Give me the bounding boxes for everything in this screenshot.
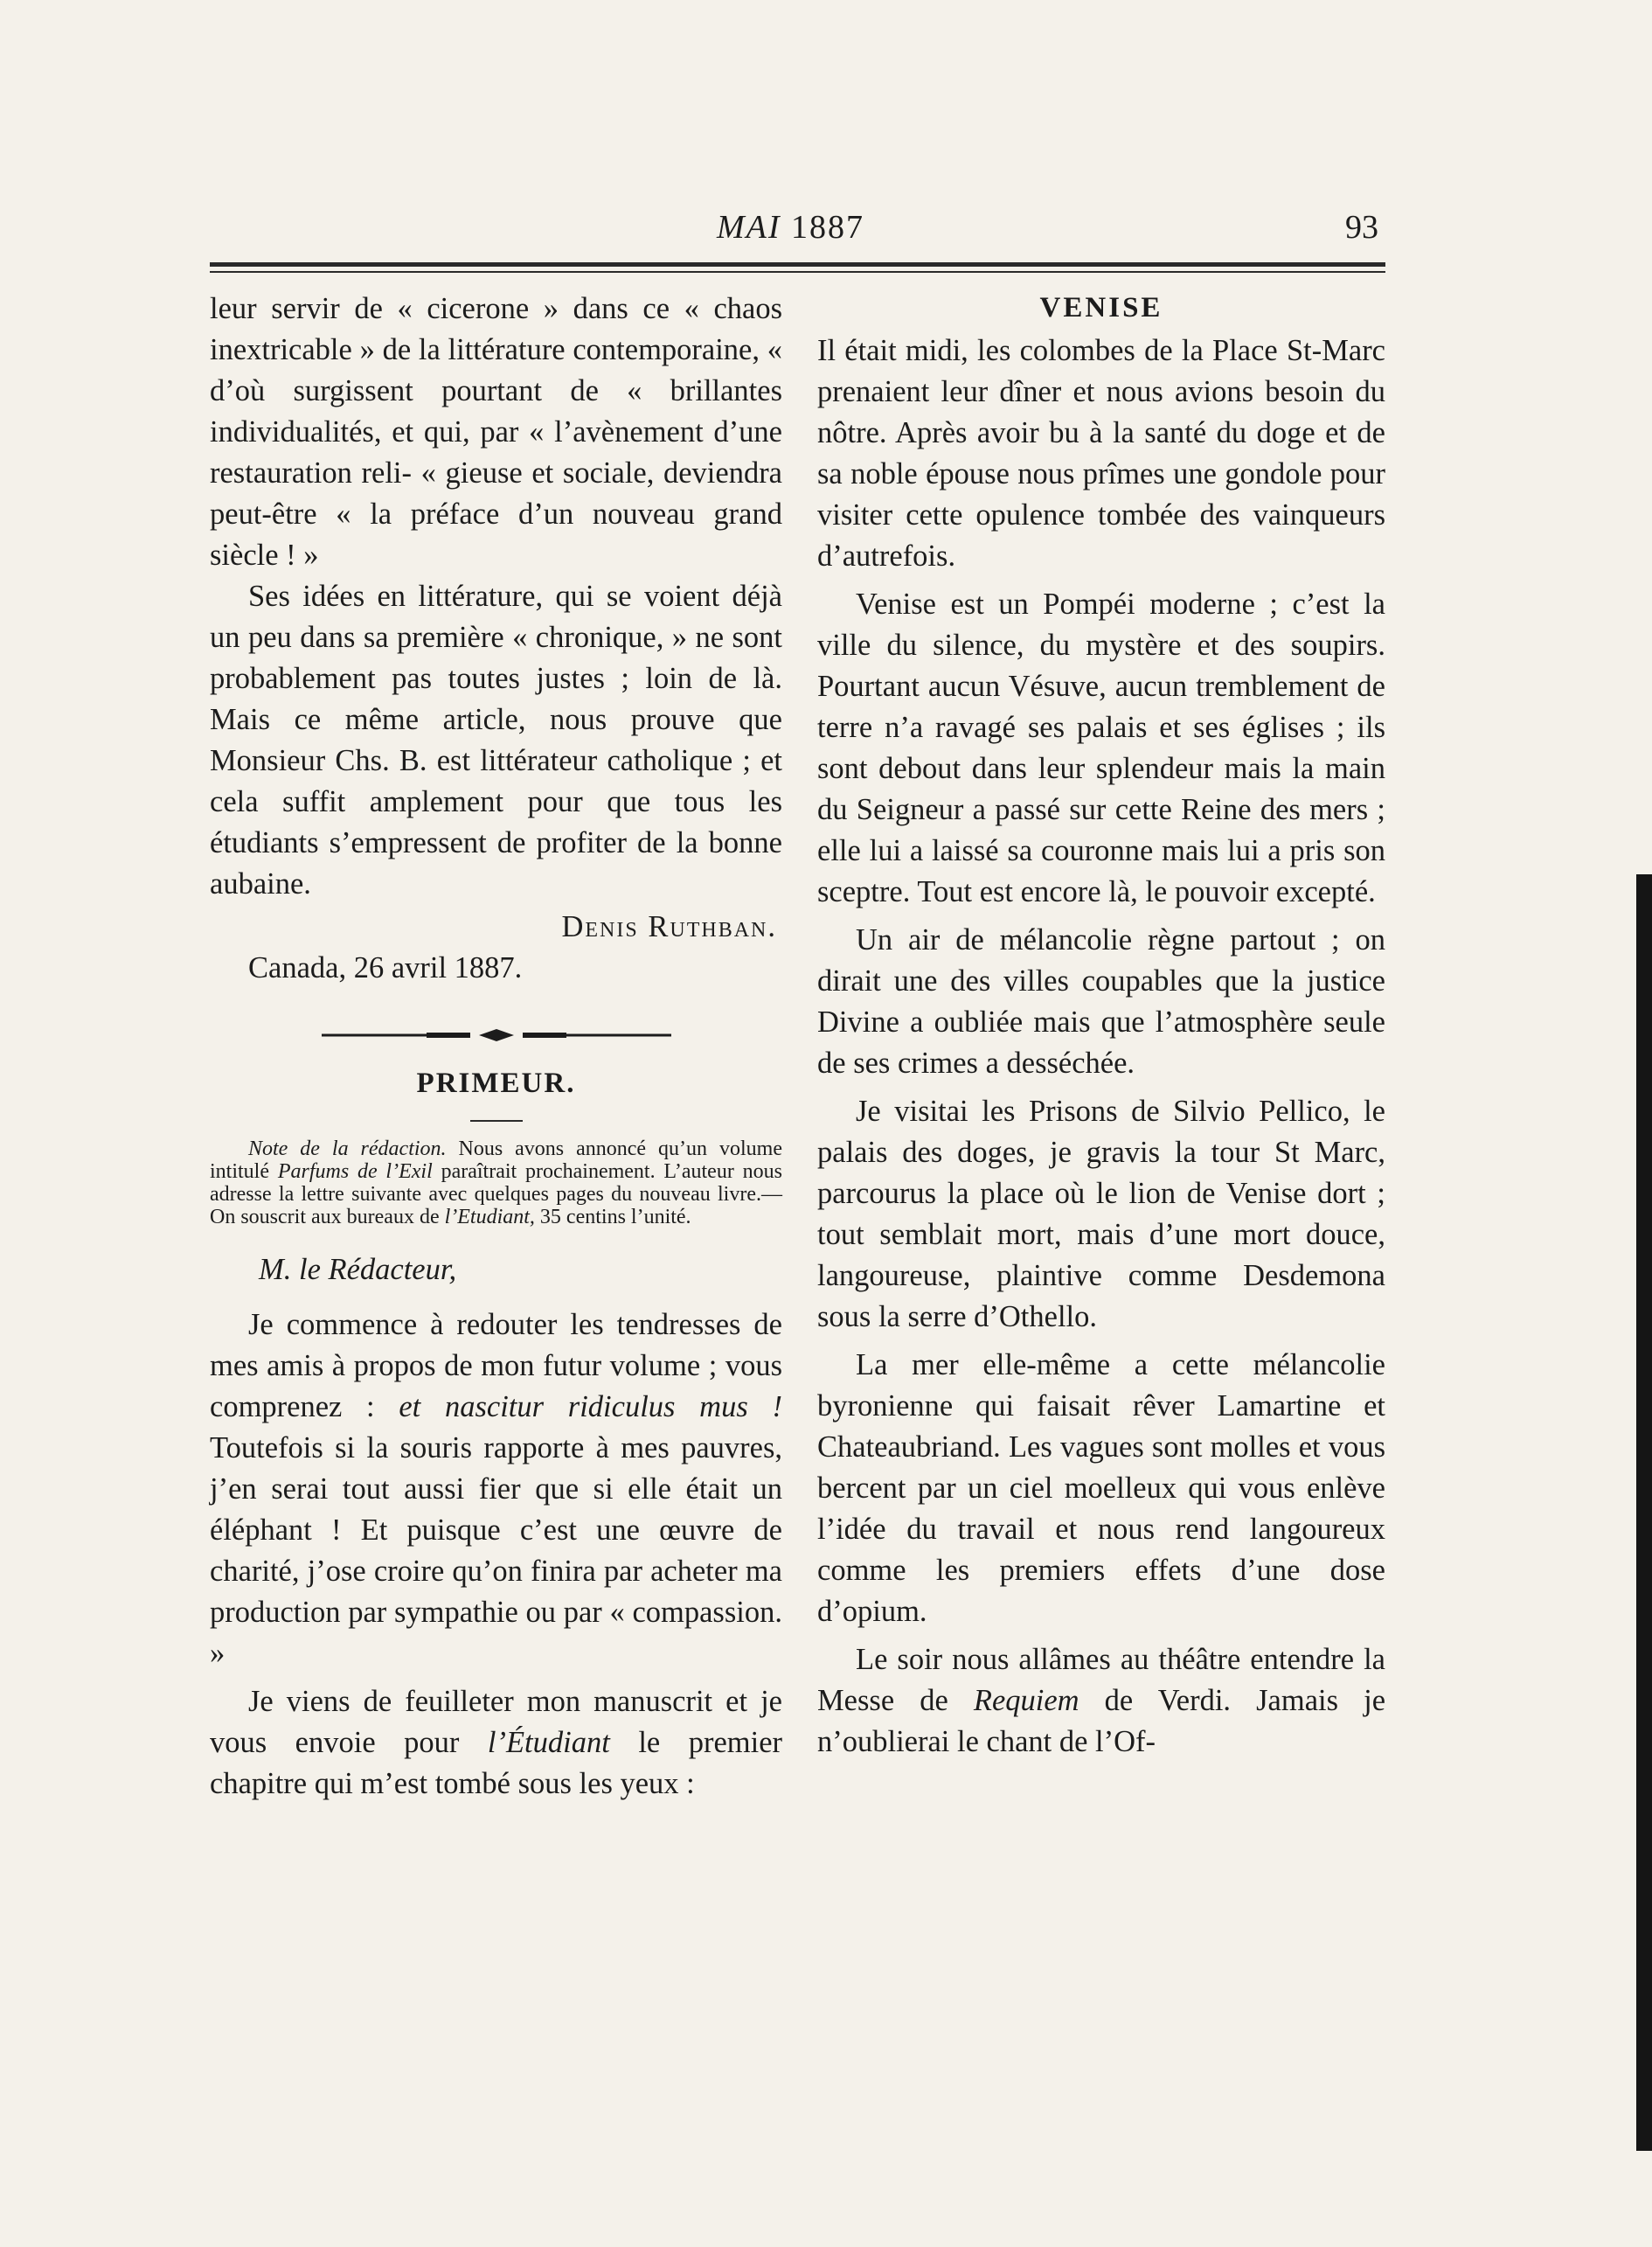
left-column (210, 289, 782, 1805)
venise-paragraph (817, 1639, 1385, 1763)
venise-text: Le soir nous allâmes au théâtre entendre la Messe de (817, 1643, 1385, 1717)
author-signature: Denis Ruthban. (561, 910, 777, 943)
venise-paragraph: La mer elle-même a cette mélancolie byronienne qui faisait rêver Lamartine et Chateaubriand. Les vagues sont molles et vous bercent par un ciel moelleux qui vous enlève l’idée du travail et nous rend langoureux comme les premiers effets d’une dose d’opium. (817, 1348, 1385, 1628)
issue-date (717, 208, 864, 247)
note-book-title: Parfums de l’Exil (277, 1160, 433, 1183)
latin-quote: et nascitur ridiculus mus ! (399, 1390, 782, 1423)
running-head (210, 208, 1385, 261)
page-number: 93 (1345, 209, 1378, 246)
header-rule-thick (210, 262, 1385, 267)
letter-text: Je commence à redouter les tendresses de mes amis à propos de mon futur volume ; vous comprenez : (210, 1308, 782, 1423)
venise-text: de Verdi. Jamais je n’oublierai le chant de l’Of- (817, 1684, 1386, 1758)
note-label: Note de la rédaction. (248, 1137, 447, 1160)
musical-work: Requiem (973, 1684, 1079, 1717)
note-text-3: 35 centins l’unité. (534, 1206, 691, 1228)
header-rule-thin (210, 271, 1385, 273)
venise-paragraph: Il était midi, les colombes de la Place St-Marc prenaient leur dîner et nous avions besoin du nôtre. Après avoir bu à la santé du doge et de sa noble épouse nous prîmes une gondole pour visiter cette opulence tombée des vainqueurs d’autrefois. (817, 334, 1385, 573)
letter-paragraph-1 (210, 1304, 782, 1674)
journal-name: l’Étudiant (487, 1726, 610, 1759)
note-text-2: paraîtrait prochainement. L’auteur nous adresse la lettre suivante avec quelques pages du nouveau livre.—On souscrit aux bureaux de (210, 1160, 782, 1228)
letter-text: Je viens de feuilleter mon manuscrit et je vous envoie pour (210, 1685, 782, 1759)
dateline: Canada, 26 avril 1887. (248, 951, 523, 984)
venise-paragraph: Venise est un Pompéi moderne ; c’est la ville du silence, du mystère et des soupirs. Pourtant aucun Vésuve, aucun tremblement de terre n’a ravagé ses palais et ses églises ; ils sont debout dans leur splendeur mais la main du Seigneur a passé sur cette Reine des mers ; elle lui a laissé sa couronne mais lui a pris son sceptre. Tout est encore là, le pouvoir excepté. (817, 588, 1385, 908)
salutation: M. le Rédacteur, (259, 1253, 457, 1286)
issue-month: MAI (717, 209, 781, 246)
section-title-venise: VENISE (1039, 292, 1163, 323)
issue-year: 1887 (791, 209, 865, 246)
section-title-primeur: PRIMEUR. (416, 1068, 576, 1099)
editor-note (210, 1137, 782, 1228)
article-continuation: leur servir de « cicerone » dans ce « chaos inextricable » de la littérature contemporaine, « d’où surgissent pourtant de « brillantes individualités, et qui, par « l’avènement d’une restauration reli- « gieuse et sociale, deviendra peut-être « la préface d’un nouveau grand siècle ! » (210, 292, 782, 572)
note-text-1: Nous avons annoncé qu’un volume intitulé (210, 1137, 782, 1183)
venise-paragraph: Je visitai les Prisons de Silvio Pellico, le palais des doges, je gravis la tour St Marc, parcourus la place où le lion de Venise dort ; tout semblait mort, mais d’une mort douce, langoureuse, plaintive comme Desdemona sous la serre d’Othello. (817, 1095, 1385, 1333)
letter-paragraph-2 (210, 1681, 782, 1805)
venise-paragraph: Un air de mélancolie règne partout ; on dirait une des villes coupables que la justice Divine a oubliée mais que l’atmosphère seule de ses crimes a desséchée. (817, 923, 1385, 1080)
right-column (817, 289, 1385, 1763)
article-paragraph: Ses idées en littérature, qui se voient déjà un peu dans sa première « chronique, » ne sont probablement pas toutes justes ; loin de là. Mais ce même article, nous prouve que Monsieur Chs. B. est littérateur catholique ; et cela suffit amplement pour que tous les étudiants s’empressent de profiter de la bonne aubaine. (210, 580, 782, 901)
binding-edge (1636, 874, 1652, 2151)
note-journal: l’Etudiant, (444, 1206, 535, 1228)
short-rule (470, 1120, 523, 1122)
ornament-divider (322, 1026, 671, 1045)
letter-text: Toutefois si la souris rapporte à mes pauvres, j’en serai tout aussi fier que si elle était un éléphant ! Et puisque c’est une œuvre de charité, j’ose croire qu’on finira par acheter ma production par sympathie ou par « compassion. » (210, 1431, 782, 1670)
letter-text: le premier chapitre qui m’est tombé sous les yeux : (210, 1726, 782, 1800)
